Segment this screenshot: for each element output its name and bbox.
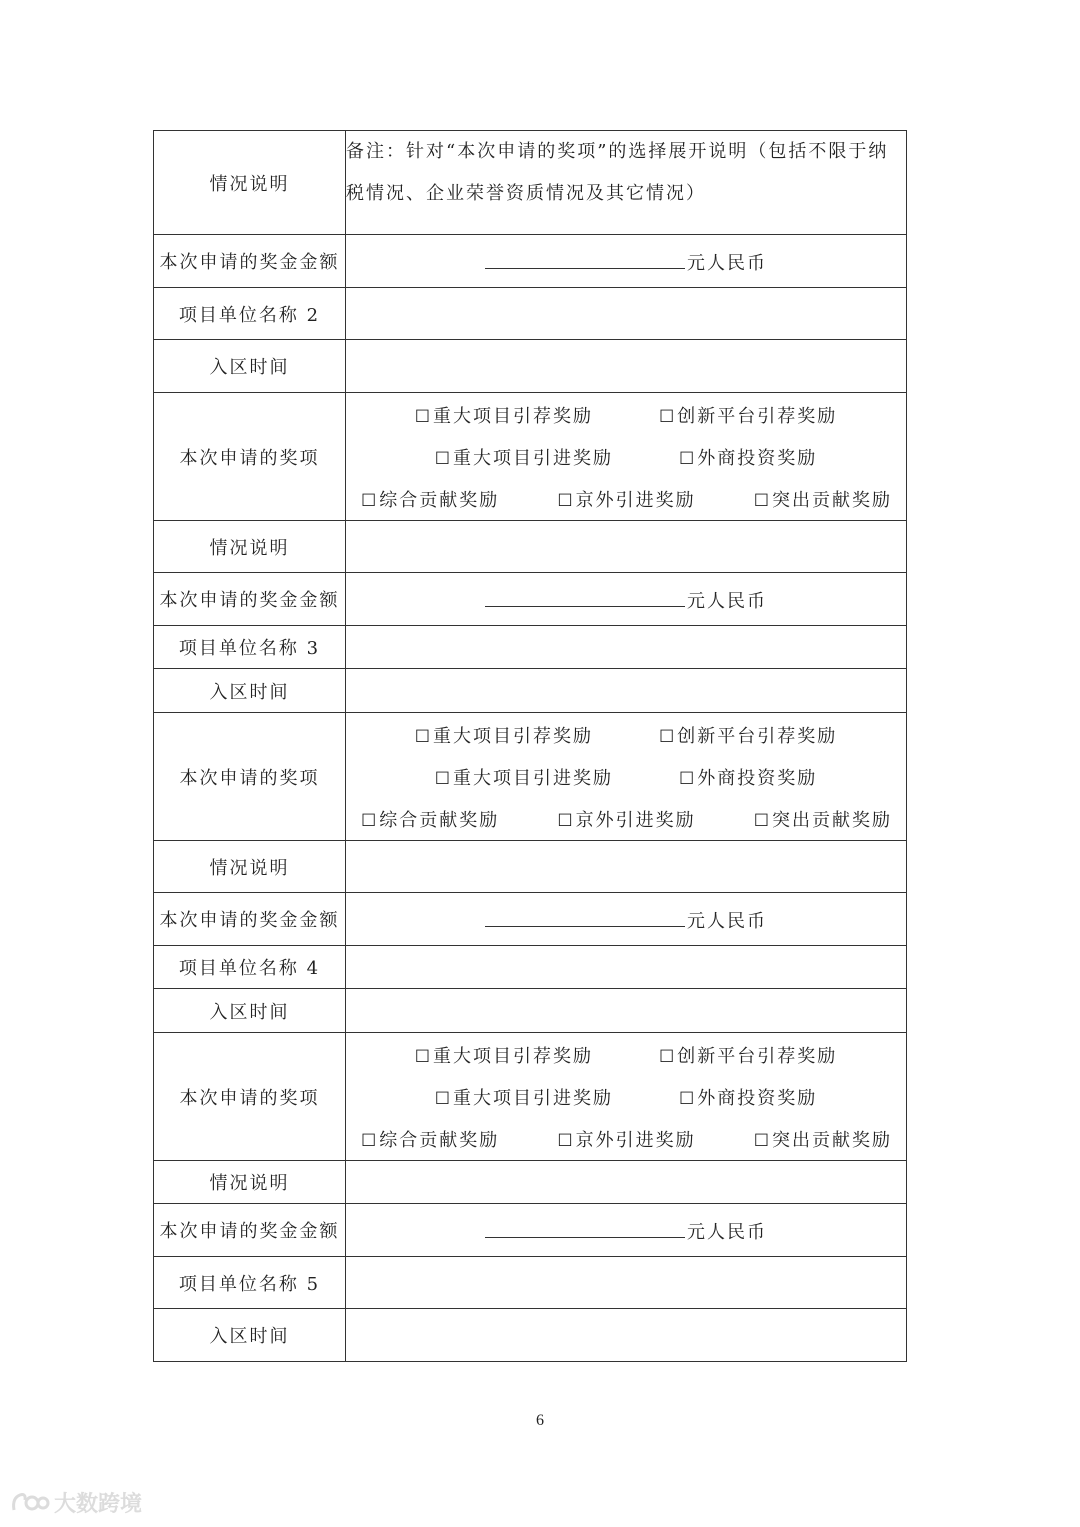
amount-unit: 元人民币 — [687, 252, 767, 274]
watermark-logo-icon — [10, 1490, 50, 1516]
amount-unit: 元人民币 — [687, 1221, 767, 1243]
award-option[interactable] — [557, 1126, 695, 1152]
award-option[interactable] — [557, 806, 695, 832]
award-label: 突出贡献奖励 — [772, 1129, 892, 1151]
checkbox-icon[interactable]: ☐ — [659, 406, 677, 427]
award-label: 突出贡献奖励 — [772, 809, 892, 831]
award-option[interactable] — [361, 1126, 499, 1152]
checkbox-icon[interactable]: ☐ — [659, 726, 677, 747]
checkbox-icon[interactable]: ☐ — [659, 1046, 677, 1067]
row-label: 本次申请的奖金金额 — [154, 893, 346, 946]
award-label: 京外引进奖励 — [575, 1129, 696, 1151]
row-label: 项目单位名称 4 — [154, 946, 346, 989]
situation-field[interactable] — [346, 1161, 907, 1204]
award-label: 京外引进奖励 — [575, 489, 696, 511]
amount-field[interactable] — [346, 573, 907, 626]
award-label: 重大项目引荐奖励 — [433, 725, 593, 747]
award-option[interactable] — [415, 402, 593, 428]
situation-field[interactable] — [346, 841, 907, 893]
award-option[interactable] — [754, 806, 892, 832]
checkbox-icon[interactable]: ☐ — [679, 1088, 697, 1109]
watermark-text: 大数跨境 — [54, 1492, 143, 1517]
company-name-field[interactable] — [346, 288, 907, 340]
award-option[interactable] — [435, 764, 613, 790]
row-label: 项目单位名称 5 — [154, 1257, 346, 1309]
award-option[interactable] — [415, 1042, 593, 1068]
amount-field[interactable] — [346, 235, 907, 288]
award-options — [346, 393, 907, 521]
row-label: 本次申请的奖项 — [154, 393, 346, 521]
checkbox-icon[interactable]: ☐ — [414, 726, 432, 747]
row-label: 情况说明 — [154, 1161, 346, 1204]
award-option[interactable] — [679, 444, 817, 470]
application-form-table — [153, 130, 907, 1362]
row-label: 本次申请的奖项 — [154, 713, 346, 841]
award-label: 外商投资奖励 — [697, 767, 818, 789]
row-label: 项目单位名称 3 — [154, 626, 346, 669]
checkbox-icon[interactable]: ☐ — [557, 490, 575, 511]
checkbox-icon[interactable]: ☐ — [753, 810, 771, 831]
award-label: 重大项目引荐奖励 — [433, 405, 593, 427]
row-label: 项目单位名称 2 — [154, 288, 346, 340]
award-option[interactable] — [435, 444, 613, 470]
amount-blank[interactable] — [485, 248, 685, 269]
award-label: 综合贡献奖励 — [379, 489, 500, 511]
award-label: 重大项目引进奖励 — [453, 767, 613, 789]
checkbox-icon[interactable]: ☐ — [557, 1130, 575, 1151]
award-option[interactable] — [435, 1084, 613, 1110]
checkbox-icon[interactable]: ☐ — [679, 448, 697, 469]
company-name-field[interactable] — [346, 946, 907, 989]
award-option[interactable] — [361, 486, 499, 512]
award-option[interactable] — [415, 722, 593, 748]
page-number: 6 — [536, 1412, 544, 1429]
award-option[interactable] — [754, 1126, 892, 1152]
amount-field[interactable] — [346, 1204, 907, 1257]
company-name-field[interactable] — [346, 1257, 907, 1309]
checkbox-icon[interactable]: ☐ — [361, 490, 379, 511]
award-option[interactable] — [679, 764, 817, 790]
award-label: 创新平台引荐奖励 — [677, 725, 838, 747]
company-name-field[interactable] — [346, 626, 907, 669]
award-option[interactable] — [679, 1084, 817, 1110]
amount-field[interactable] — [346, 893, 907, 946]
amount-blank[interactable] — [485, 586, 685, 607]
award-options — [346, 1033, 907, 1161]
award-option[interactable] — [659, 402, 837, 428]
checkbox-icon[interactable]: ☐ — [753, 1130, 771, 1151]
situation-note: 备注：针对“本次申请的奖项”的选择展开说明（包括不限于纳税情况、企业荣誉资质情况及其它情况） — [346, 131, 907, 235]
checkbox-icon[interactable]: ☐ — [414, 406, 432, 427]
award-label: 突出贡献奖励 — [772, 489, 892, 511]
checkbox-icon[interactable]: ☐ — [434, 448, 452, 469]
row-label: 本次申请的奖金金额 — [154, 573, 346, 626]
award-label: 重大项目引进奖励 — [453, 447, 613, 469]
watermark — [10, 1487, 142, 1518]
row-label: 入区时间 — [154, 1309, 346, 1362]
checkbox-icon[interactable]: ☐ — [361, 810, 379, 831]
checkbox-icon[interactable]: ☐ — [434, 768, 452, 789]
entry-date-field[interactable] — [346, 669, 907, 713]
award-label: 外商投资奖励 — [697, 1087, 818, 1109]
award-option[interactable] — [754, 486, 892, 512]
checkbox-icon[interactable]: ☐ — [557, 810, 575, 831]
amount-unit: 元人民币 — [687, 590, 767, 612]
award-label: 重大项目引荐奖励 — [433, 1045, 593, 1067]
checkbox-icon[interactable]: ☐ — [679, 768, 697, 789]
row-label: 入区时间 — [154, 669, 346, 713]
award-options — [346, 713, 907, 841]
row-label: 情况说明 — [154, 131, 346, 235]
award-label: 创新平台引荐奖励 — [677, 405, 838, 427]
entry-date-field[interactable] — [346, 340, 907, 393]
amount-blank[interactable] — [485, 1217, 685, 1238]
checkbox-icon[interactable]: ☐ — [434, 1088, 452, 1109]
checkbox-icon[interactable]: ☐ — [414, 1046, 432, 1067]
row-label: 本次申请的奖项 — [154, 1033, 346, 1161]
entry-date-field[interactable] — [346, 1309, 907, 1362]
amount-blank[interactable] — [485, 906, 685, 927]
checkbox-icon[interactable]: ☐ — [361, 1130, 379, 1151]
award-label: 综合贡献奖励 — [379, 1129, 500, 1151]
row-label: 本次申请的奖金金额 — [154, 1204, 346, 1257]
award-option[interactable] — [361, 806, 499, 832]
entry-date-field[interactable] — [346, 989, 907, 1033]
row-label: 入区时间 — [154, 340, 346, 393]
award-option[interactable] — [659, 722, 837, 748]
award-option[interactable] — [659, 1042, 837, 1068]
award-label: 京外引进奖励 — [575, 809, 696, 831]
row-label: 情况说明 — [154, 841, 346, 893]
award-label: 重大项目引进奖励 — [453, 1087, 613, 1109]
amount-unit: 元人民币 — [687, 910, 767, 932]
award-label: 综合贡献奖励 — [379, 809, 500, 831]
row-label: 入区时间 — [154, 989, 346, 1033]
award-label: 外商投资奖励 — [697, 447, 818, 469]
situation-field[interactable] — [346, 521, 907, 573]
award-option[interactable] — [557, 486, 695, 512]
row-label: 情况说明 — [154, 521, 346, 573]
row-label: 本次申请的奖金金额 — [154, 235, 346, 288]
checkbox-icon[interactable]: ☐ — [753, 490, 771, 511]
award-label: 创新平台引荐奖励 — [677, 1045, 838, 1067]
